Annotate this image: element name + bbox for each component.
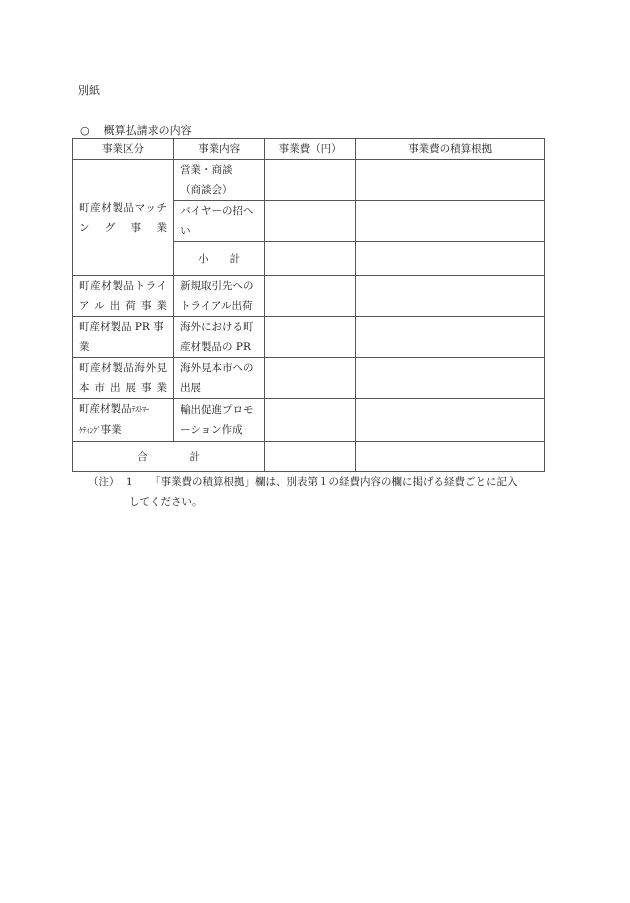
header-content: 事業内容 bbox=[174, 139, 265, 160]
total-basis-cell bbox=[356, 442, 545, 472]
note-number: 1 bbox=[126, 476, 133, 488]
content-cell: 新規取引先へのトライアル出荷 bbox=[174, 276, 265, 317]
cost-cell bbox=[265, 358, 356, 399]
table-header-row bbox=[73, 139, 545, 160]
basis-cell bbox=[356, 276, 545, 317]
header-basis: 事業費の積算根拠 bbox=[356, 139, 545, 160]
cost-cell bbox=[265, 276, 356, 317]
category-cell: 町産材製品マッチング事業 bbox=[73, 160, 174, 276]
note-text-line2: してください。 bbox=[129, 496, 203, 508]
attachment-label: 別紙 bbox=[78, 84, 100, 97]
total-cost-cell bbox=[265, 442, 356, 472]
cost-cell bbox=[265, 242, 356, 276]
content-cell: 海外見本市への出展 bbox=[174, 358, 265, 399]
basis-cell bbox=[356, 399, 545, 442]
category-cell: 町産材製品海外見本市出展事業 bbox=[73, 358, 174, 399]
section-heading bbox=[80, 122, 192, 138]
header-cost: 事業費（円） bbox=[265, 139, 356, 160]
circle-marker-icon: ○ bbox=[80, 124, 90, 137]
basis-cell bbox=[356, 160, 545, 201]
basis-cell bbox=[356, 242, 545, 276]
section-title: 概算払請求の内容 bbox=[103, 124, 192, 137]
basis-cell bbox=[356, 201, 545, 242]
total-row bbox=[73, 442, 545, 472]
total-label: 合 計 bbox=[73, 442, 265, 472]
table-row bbox=[73, 358, 545, 399]
table-row bbox=[73, 276, 545, 317]
content-cell: バイヤーの招へい bbox=[174, 201, 265, 242]
table-row bbox=[73, 317, 545, 358]
cost-cell bbox=[265, 160, 356, 201]
header-category: 事業区分 bbox=[73, 139, 174, 160]
table-row bbox=[73, 160, 545, 201]
category-cell: 町産材製品 PR 事業 bbox=[73, 317, 174, 358]
estimate-table bbox=[72, 138, 545, 472]
cost-cell bbox=[265, 317, 356, 358]
category-cell: 町産材製品トライアル出荷事業 bbox=[73, 276, 174, 317]
note-text-line1: 「事業費の積算根拠」欄は、別表第１の経費内容の欄に掲げる経費ごとに記入 bbox=[150, 476, 518, 488]
cost-cell bbox=[265, 399, 356, 442]
footnote bbox=[88, 472, 558, 512]
table-row bbox=[73, 399, 545, 442]
note-label: （注） bbox=[88, 476, 120, 488]
basis-cell bbox=[356, 317, 545, 358]
basis-cell bbox=[356, 358, 545, 399]
content-cell: 営業・商談 （商談会） bbox=[174, 160, 265, 201]
content-text: 営業・商談 bbox=[180, 164, 233, 176]
category-cell: 町産材製品ﾃｽﾄﾏｰ ｹﾃｨﾝｸﾞ事業 bbox=[73, 399, 174, 442]
subtotal-label: 小 計 bbox=[174, 242, 265, 276]
content-cell: 輸出促進プロモーション作成 bbox=[174, 399, 265, 442]
content-cell: 海外における町産材製品の PR bbox=[174, 317, 265, 358]
cost-cell bbox=[265, 201, 356, 242]
